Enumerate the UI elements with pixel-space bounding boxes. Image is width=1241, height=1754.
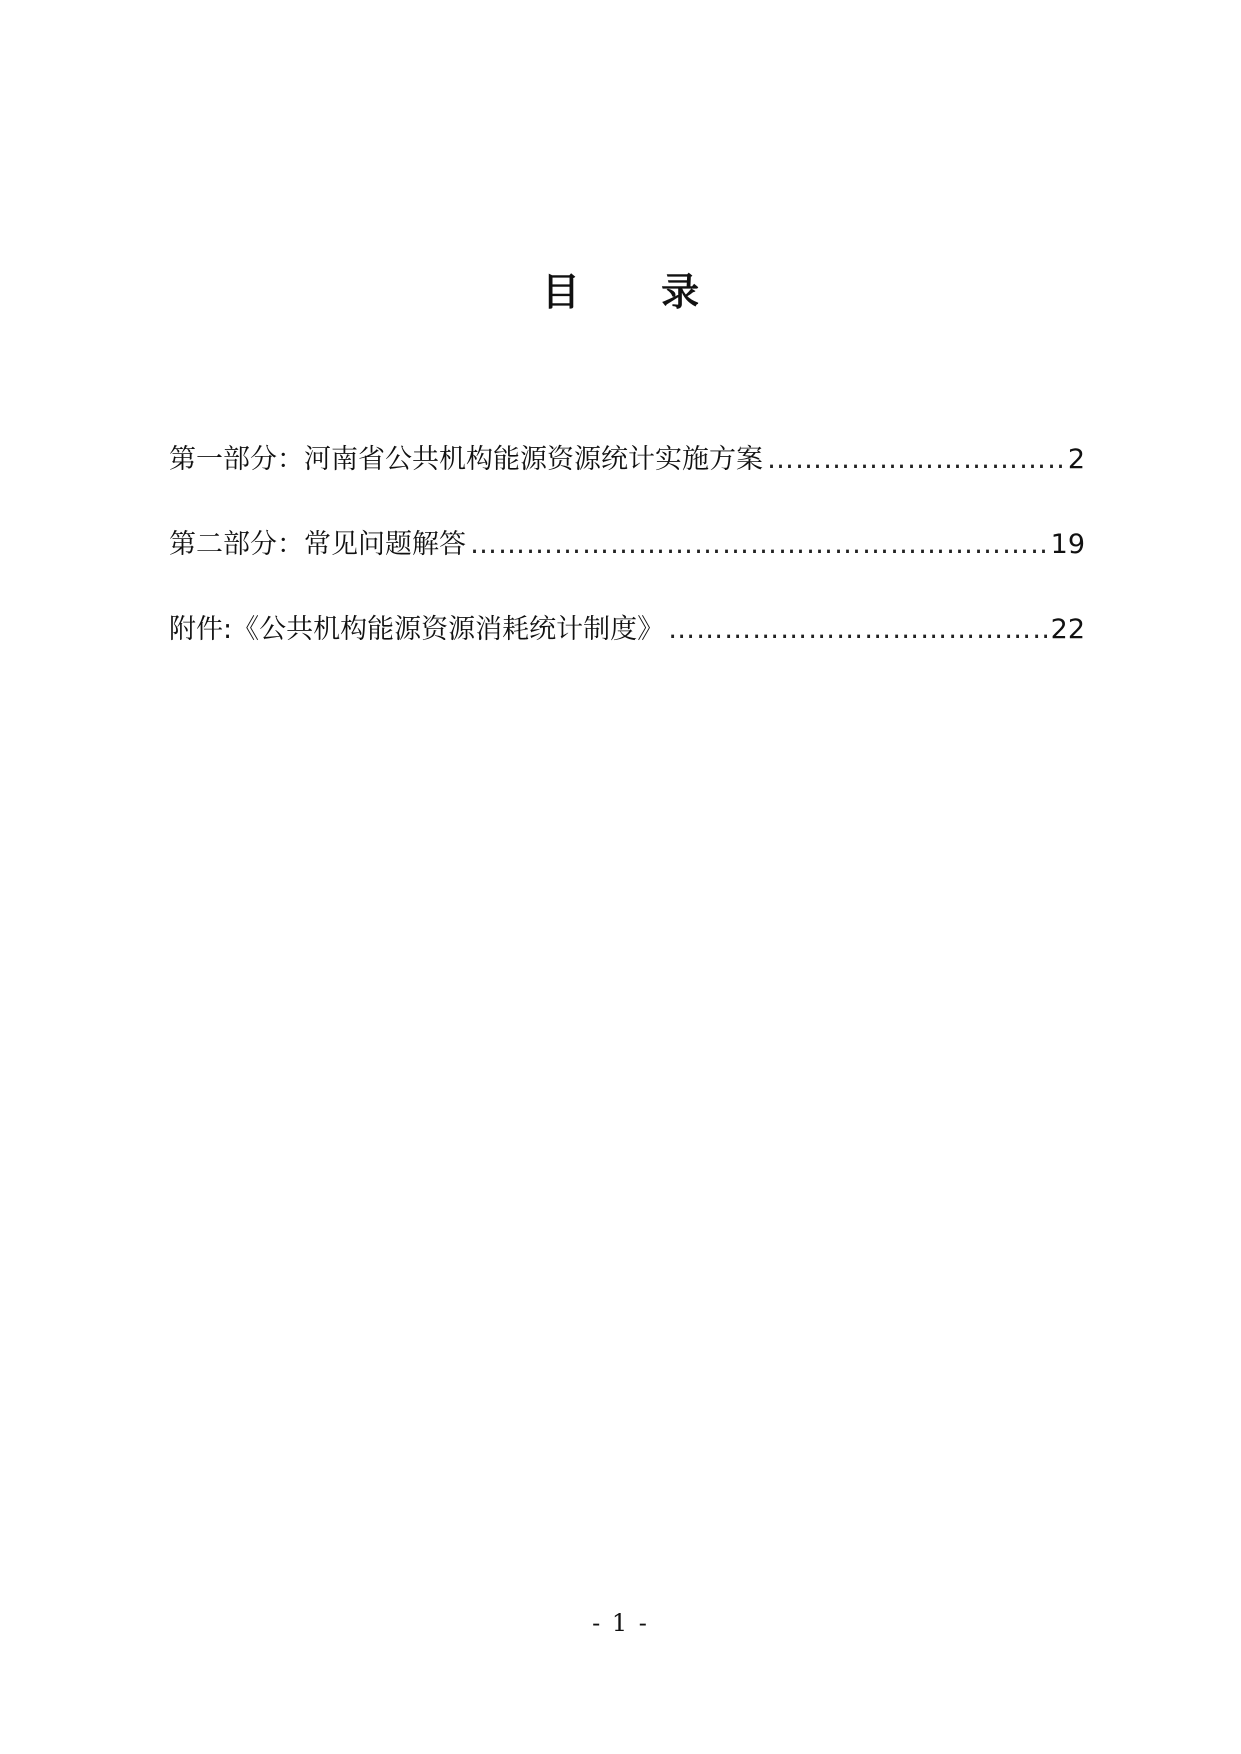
toc-dot-leader — [470, 525, 1047, 565]
toc-entry-label: 附件:《公共机构能源资源消耗统计制度》 — [169, 614, 665, 645]
toc-entry[interactable] — [169, 525, 1085, 610]
toc-entry[interactable] — [169, 440, 1085, 525]
table-of-contents — [169, 440, 1085, 695]
toc-entry-page: 2 — [1067, 444, 1085, 475]
toc-entry[interactable] — [169, 610, 1085, 695]
toc-entry-label: 第一部分：河南省公共机构能源资源统计实施方案 — [169, 444, 763, 475]
page-number: - 1 - — [592, 1609, 649, 1637]
toc-dot-leader — [668, 610, 1047, 650]
toc-entry-page: 19 — [1050, 529, 1085, 560]
toc-dot-leader — [767, 440, 1064, 480]
toc-title: 目 录 — [541, 269, 734, 314]
toc-entry-page: 22 — [1050, 614, 1085, 645]
toc-entry-label: 第二部分：常见问题解答 — [169, 529, 466, 560]
